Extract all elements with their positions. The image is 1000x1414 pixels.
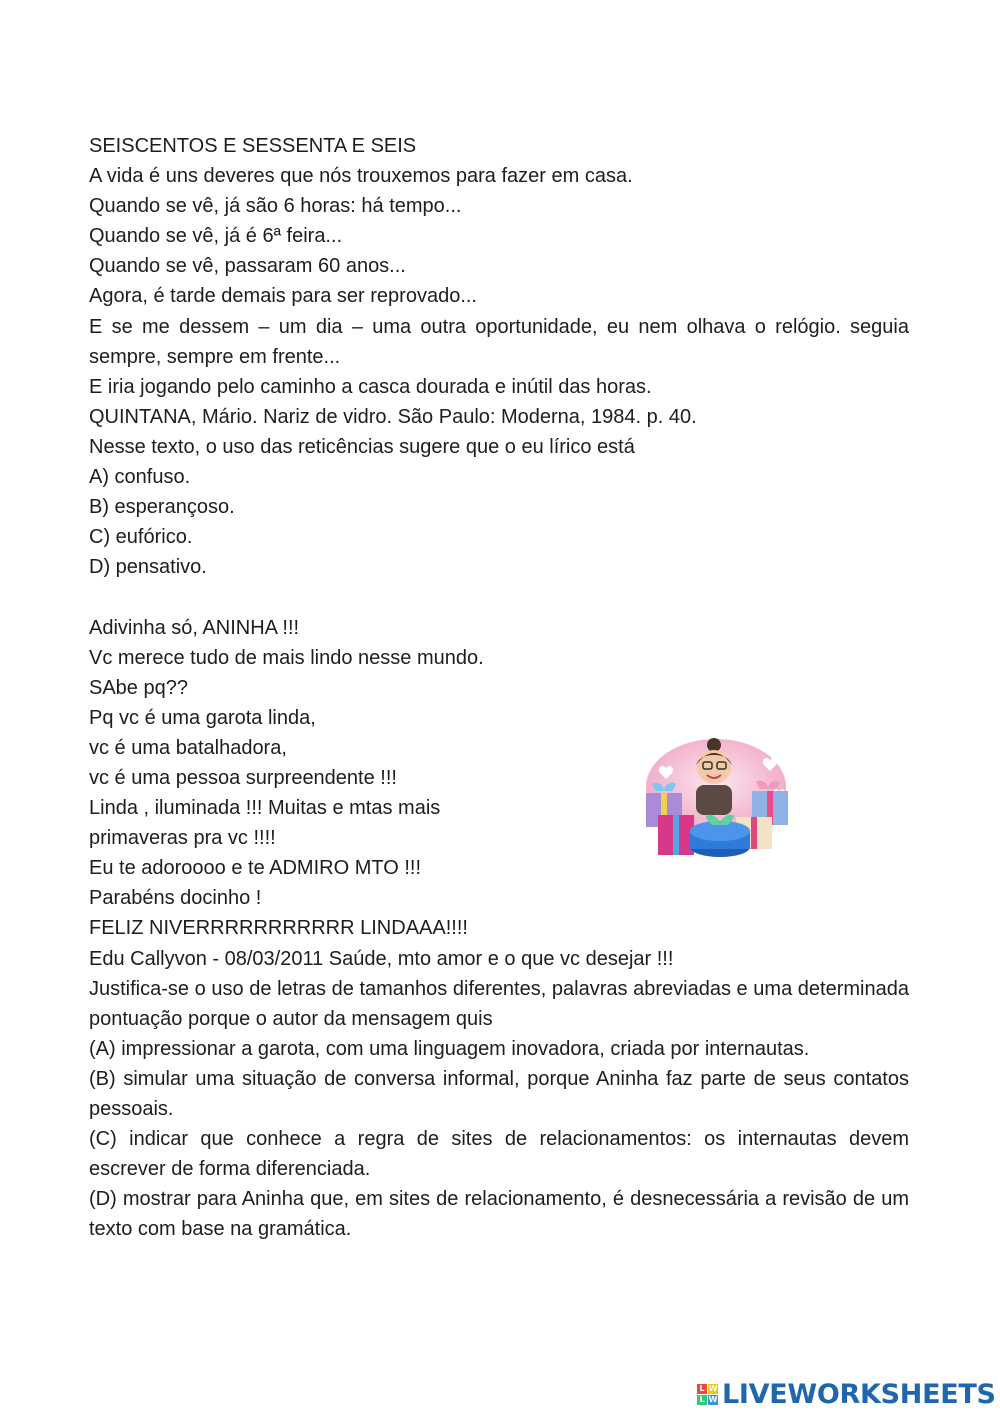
message-line: primaveras pra vc !!!! <box>89 827 276 850</box>
poem-line: Agora, é tarde demais para ser reprovado... <box>89 285 477 308</box>
message-line: Parabéns docinho ! <box>89 887 262 910</box>
answer-option-a[interactable]: A) confuso. <box>89 466 191 489</box>
logo-letter: W <box>708 1395 718 1404</box>
answer-option-c[interactable]: C) eufórico. <box>89 526 193 549</box>
logo-letter: L <box>697 1395 707 1405</box>
question-prompt: Nesse texto, o uso das reticências sugere que o eu lírico está <box>89 435 635 458</box>
message-line: Adivinha só, ANINHA !!! <box>89 616 300 639</box>
question-prompt: Justifica-se o uso de letras de tamanhos diferentes, palavras abreviadas e uma determinada pontuação porque o autor da mensagem quis <box>89 977 909 1030</box>
message-line: vc é uma pessoa surpreendente !!! <box>89 766 397 789</box>
logo-mark-icon <box>697 1384 718 1405</box>
message-line: Pq vc é uma garota linda, <box>89 706 316 729</box>
poem-line: E iria jogando pelo caminho a casca dourada e inútil das horas. <box>89 375 652 398</box>
message-line: FELIZ NIVERRRRRRRRRRR LINDAAA!!!! <box>89 917 468 940</box>
poem-paragraph: E se me dessem – um dia – uma outra oportunidade, eu nem olhava o relógio. seguia sempre, sempre em frente... <box>89 315 909 368</box>
poem-citation: QUINTANA, Mário. Nariz de vidro. São Paulo: Moderna, 1984. p. 40. <box>89 405 697 428</box>
worksheet-content <box>89 131 909 1244</box>
message-line: vc é uma batalhadora, <box>89 736 287 759</box>
poem-line: A vida é uns deveres que nós trouxemos para fazer em casa. <box>89 165 633 188</box>
answer-option-b[interactable]: (B) simular uma situação de conversa informal, porque Aninha faz parte de seus contatos pessoais. <box>89 1067 909 1120</box>
message-line: SAbe pq?? <box>89 676 188 699</box>
message-signature: Edu Callyvon - 08/03/2011 Saúde, mto amor e o que vc desejar !!! <box>89 947 674 970</box>
answer-option-d[interactable]: D) pensativo. <box>89 556 207 579</box>
message-line: Linda , iluminada !!! Muitas e mtas mais <box>89 797 441 820</box>
logo-text: LIVEWORKSHEETS <box>722 1378 996 1410</box>
answer-option-c[interactable]: (C) indicar que conhece a regra de sites de relacionamentos: os internautas devem escrever de forma diferenciada. <box>89 1128 909 1181</box>
poem-line: Quando se vê, passaram 60 anos... <box>89 255 406 278</box>
answer-option-a[interactable]: (A) impressionar a garota, com uma linguagem inovadora, criada por internautas. <box>89 1037 810 1060</box>
answer-option-b[interactable]: B) esperançoso. <box>89 496 235 519</box>
logo-letter: W <box>708 1384 718 1393</box>
poem-line: Quando se vê, já é 6ª feira... <box>89 225 343 248</box>
logo-letter: L <box>697 1384 707 1394</box>
liveworksheets-logo[interactable] <box>697 1377 996 1411</box>
poem-line: Quando se vê, já são 6 horas: há tempo... <box>89 195 462 218</box>
message-line: Eu te adoroooo e te ADMIRO MTO !!! <box>89 857 422 880</box>
message-line: Vc merece tudo de mais lindo nesse mundo. <box>89 646 484 669</box>
section-spacer <box>89 582 909 612</box>
poem-title: SEISCENTOS E SESSENTA E SEIS <box>89 135 417 157</box>
birthday-gifts-avatar-icon <box>636 735 796 863</box>
answer-option-d[interactable]: (D) mostrar para Aninha que, em sites de relacionamento, é desnecessária a revisão de um texto com base na gramática. <box>89 1188 909 1241</box>
